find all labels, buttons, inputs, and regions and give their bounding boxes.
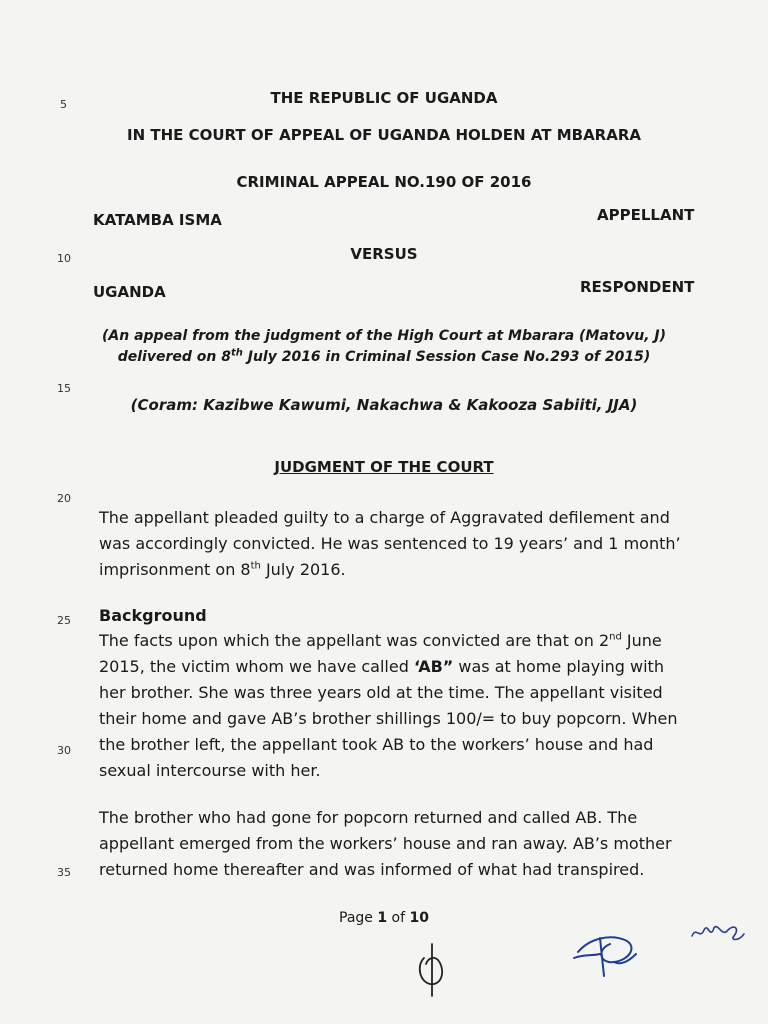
- line-number: 15: [57, 382, 71, 395]
- paragraph-aftermath: The brother who had gone for popcorn returned and called AB. The appellant emerged from the workers’ house and ran away. AB’s mother returned home thereafter and was informed of what had transpired.: [99, 808, 672, 879]
- court-heading: IN THE COURT OF APPEAL OF UGANDA HOLDEN AT MBARARA: [126, 126, 641, 144]
- signature-mark: [570, 920, 650, 980]
- line-number: 35: [57, 866, 71, 879]
- respondent-role: RESPONDENT: [580, 278, 695, 296]
- versus-label: VERSUS: [350, 245, 418, 263]
- republic-heading: THE REPUBLIC OF UGANDA: [270, 89, 498, 107]
- appellant-name: KATAMBA ISMA: [93, 211, 222, 229]
- background-heading: Background: [99, 606, 207, 625]
- appellant-role: APPELLANT: [597, 206, 695, 224]
- judgment-title: JUDGMENT OF THE COURT: [274, 458, 494, 476]
- case-number: CRIMINAL APPEAL NO.190 OF 2016: [236, 173, 532, 191]
- page-footer: Page 1 of 10: [339, 910, 429, 926]
- line-number: 25: [57, 614, 71, 627]
- paragraph-intro: The appellant pleaded guilty to a charge of Aggravated defilement and was accordingly convicted. He was sentenced to 19 years’ and 1 month’ imprisonment on 8th July 2016.: [99, 508, 681, 579]
- line-number: 20: [57, 492, 71, 505]
- line-number: 10: [57, 252, 71, 265]
- initial-stamp-mark: [412, 940, 452, 1000]
- line-number: 30: [57, 744, 71, 757]
- coram-line: (Coram: Kazibwe Kawumi, Nakachwa & Kakooza Sabiiti, JJA): [130, 396, 638, 414]
- appeal-note-line1: (An appeal from the judgment of the High Court at Mbarara (Matovu, J): [102, 328, 666, 344]
- line-number: 5: [60, 98, 67, 111]
- appeal-note-line2: delivered on 8th July 2016 in Criminal Session Case No.293 of 2015): [117, 347, 651, 365]
- initials-mark: [688, 918, 748, 948]
- paragraph-background: The facts upon which the appellant was convicted are that on 2nd June 2015, the victim whom we have called ‘AB” was at home playing with her brother. She was three years old at the time. The appellant visited their home and gave AB’s brother shillings 100/= to buy popcorn. When the brother left, the appellant took AB to the workers’ house and had sexual intercourse with her.: [99, 631, 678, 780]
- respondent-name: UGANDA: [93, 283, 166, 301]
